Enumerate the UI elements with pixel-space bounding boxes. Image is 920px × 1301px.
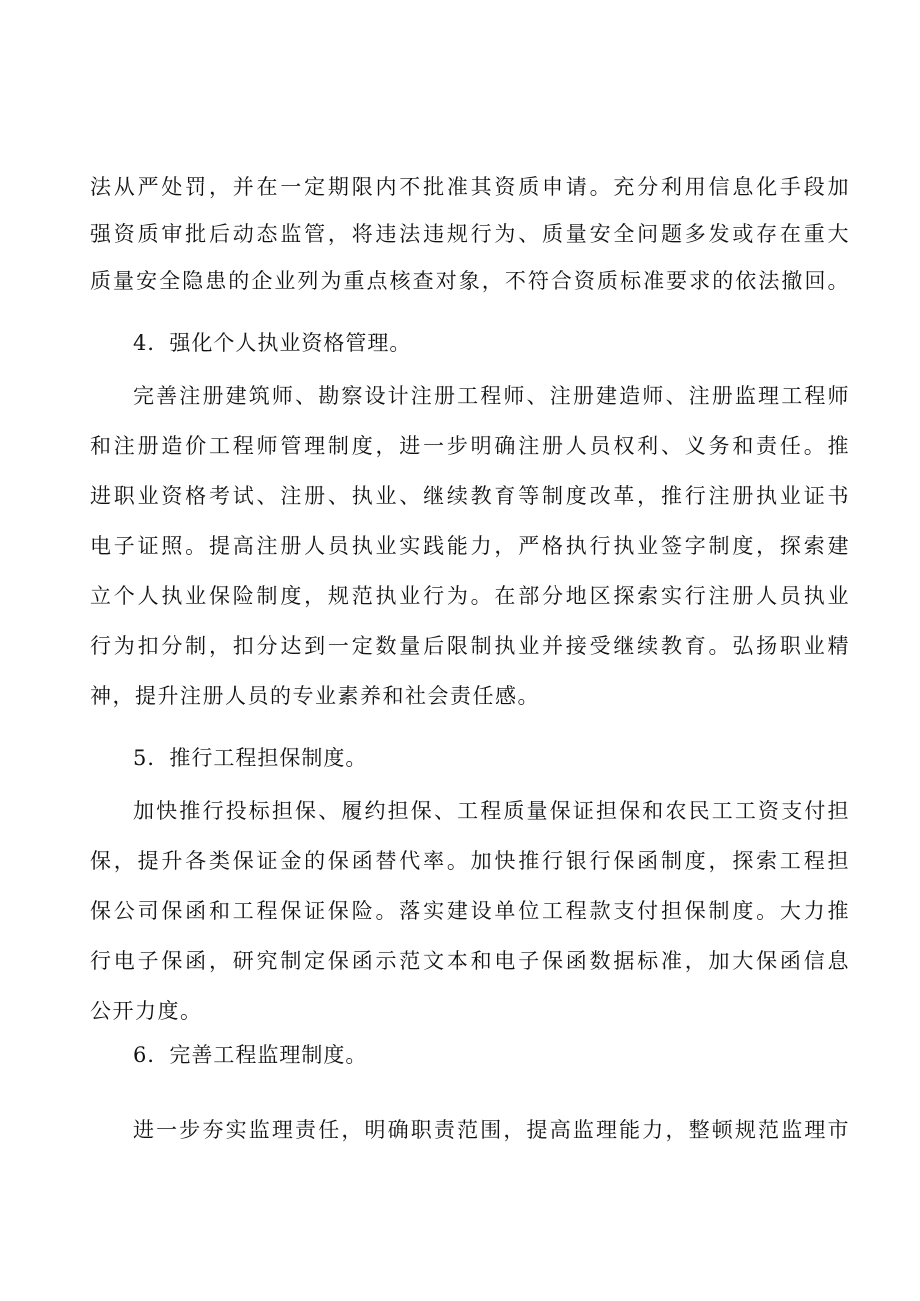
- paragraph-line: 进职业资格考试、注册、执业、继续教育等制度改革，推行注册执业证书: [90, 484, 850, 508]
- paragraph-line: 神，提升注册人员的专业素养和社会责任感。: [90, 684, 540, 708]
- paragraph-line: 法从严处罚，并在一定期限内不批准其资质申请。充分利用信息化手段加: [90, 175, 850, 199]
- paragraph-line: 完善注册建筑师、勘察设计注册工程师、注册建造师、注册监理工程师: [133, 384, 850, 408]
- paragraph-line: 电子证照。提高注册人员执业实践能力，严格执行执业签字制度，探索建: [90, 534, 850, 558]
- paragraph-line: 质量安全隐患的企业列为重点核查对象，不符合资质标准要求的依法撤回。: [90, 269, 850, 293]
- section-heading-4: 4．强化个人执业资格管理。: [133, 331, 412, 355]
- paragraph-line: 公开力度。: [90, 999, 203, 1023]
- paragraph-line: 和注册造价工程师管理制度，进一步明确注册人员权利、义务和责任。推: [90, 434, 850, 458]
- section-heading-5: 5．推行工程担保制度。: [133, 746, 368, 770]
- paragraph-line: 保公司保函和工程保证保险。落实建设单位工程款支付担保制度。大力推: [90, 899, 850, 923]
- paragraph-line: 加快推行投标担保、履约担保、工程质量保证担保和农民工工资支付担: [133, 799, 850, 823]
- section-heading-6: 6．完善工程监理制度。: [133, 1043, 368, 1067]
- paragraph-line: 进一步夯实监理责任，明确职责范围，提高监理能力，整顿规范监理市: [133, 1118, 850, 1142]
- paragraph-line: 保，提升各类保证金的保函替代率。加快推行银行保函制度，探索工程担: [90, 849, 850, 873]
- paragraph-line: 强资质审批后动态监管，将违法违规行为、质量安全问题多发或存在重大: [90, 222, 850, 246]
- paragraph-line: 行为扣分制，扣分达到一定数量后限制执业并接受继续教育。弘扬职业精: [90, 634, 850, 658]
- paragraph-line: 立个人执业保险制度，规范执业行为。在部分地区探索实行注册人员执业: [90, 584, 850, 608]
- paragraph-line: 行电子保函，研究制定保函示范文本和电子保函数据标准，加大保函信息: [90, 949, 850, 973]
